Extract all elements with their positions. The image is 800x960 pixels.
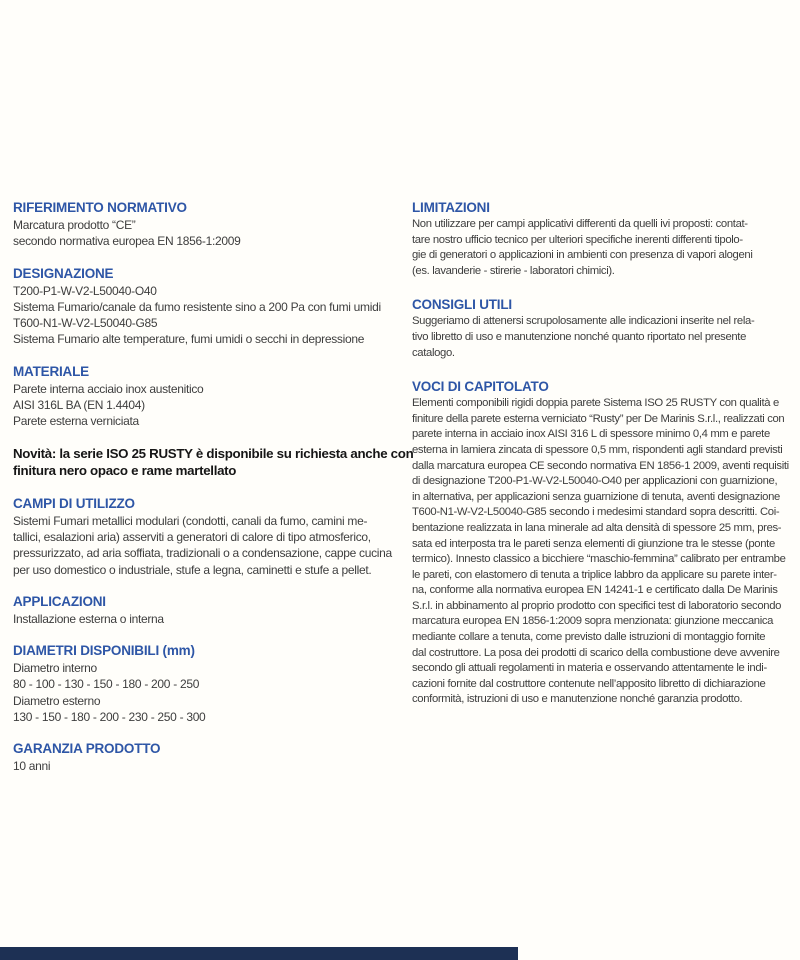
riferimento-normativo-body: Marcatura prodotto “CE” secondo normativa europea EN 1856-1:2009 (13, 218, 241, 249)
garanzia-prodotto-heading: GARANZIA PRODOTTO (13, 741, 161, 757)
section-applicazioni (13, 593, 401, 627)
applicazioni-body: Installazione esterna o interna (13, 611, 164, 626)
consigli-utili-body: Suggeriamo di attenersi scrupolosamente alle indicazioni inserite nel rela- tivo libretto di uso e manutenzione nonché quanto riportato nel presente catalogo. (412, 315, 755, 359)
limitazioni-heading: LIMITAZIONI (412, 200, 490, 215)
diametri-disponibili-body: Diametro interno 80 - 100 - 130 - 150 - 180 - 200 - 250 Diametro esterno 130 - 150 - 180 - 200 - 230 - 250 - 300 (13, 661, 206, 725)
limitazioni-body: Non utilizzare per campi applicativi differenti da quelli ivi proposti: contat- tare nostro ufficio tecnico per ulteriori specifiche inerenti differenti tipolo- gie di generatori o applicazioni in ambienti con presenza di vapori alogeni (es. lavanderie - stirerie - laboratori chimici). (412, 218, 753, 277)
materiale-body: Parete interna acciaio inox austenitico AISI 316L BA (EN 1.4404) Parete esterna verniciata (13, 381, 204, 429)
right-column (412, 199, 794, 725)
section-campi-di-utilizzo (13, 495, 401, 578)
section-limitazioni (412, 199, 794, 279)
section-consigli-utili (412, 296, 794, 361)
designazione-body: T200-P1-W-V2-L50040-O40 Sistema Fumario/canale da fumo resistente sino a 200 Pa con fumi umidi T600-N1-W-V2-L50040-G85 Sistema Fumario alte temperature, fumi umidi o secchi in depressione (13, 283, 381, 347)
diametri-disponibili-heading: DIAMETRI DISPONIBILI (mm) (13, 643, 195, 659)
section-garanzia-prodotto (13, 740, 401, 774)
voci-di-capitolato-body: Elementi componibili rigidi doppia parete Sistema ISO 25 RUSTY con qualità e finiture della parete esterna verniciato “Rusty” per De Marinis S.r.l., realizzati con parete interna in acciaio inox AISI 316 L di spessore minimo 0,4 mm e parete esterna in lamiera zincata di spessore 0,5 mm, rispondenti agli standard previsti dalla marcatura europea CE secondo normativa EN 1856-1 2009, aventi requisiti di designazione T200-P1-W-V2-L50040-O40 per applicazioni con guarnizione, in alternativa, per applicazioni senza guarnizione di tenuta, aventi designazione T600-N1-W-V2-L50040-G85 secondo i medesimi standard sopra descritti. Coi- bentazione realizzata in lana minerale ad alta densità di spessore 25 mm, pres- sata ed interposta tra le pareti senza elementi di giunzione tra le stesse (ponte termico). Innesto classico a bicchiere “maschio-femmina” calibrato per entrambe le pareti, con elastomero di tenuta a triplice labbro da applicare su parete inter- na, conforme alla normativa europea EN 14241-1 e certificato dalla De Marinis S.r.l. in abbinamento al proprio prodotto con specifici test di laboratorio secondo marcatura europea EN 1856-1:2009 sopra menzionata: giunzione meccanica mediante collare a tenuta, come previsto dalle istruzioni di montaggio fornite dal costruttore. La posa dei prodotti di scarico della combustione deve avvenire secondo gli attuali regolamenti in materia e osservando attentamente le indi- cazioni fornite dal costruttore contenute nell’apposito libretto di dichiarazione conformità, istruzioni di uso e manutenzione nonché garanzia prodotto. (412, 397, 789, 706)
applicazioni-heading: APPLICAZIONI (13, 593, 106, 609)
section-materiale (13, 363, 401, 430)
materiale-heading: MATERIALE (13, 363, 89, 379)
campi-di-utilizzo-heading: CAMPI DI UTILIZZO (13, 495, 135, 511)
voci-di-capitolato-heading: VOCI DI CAPITOLATO (412, 379, 549, 395)
section-riferimento-normativo (13, 199, 401, 250)
novita-notice: Novità: la serie ISO 25 RUSTY è disponibile su richiesta anche con finitura nero opaco e rame martellato (13, 445, 414, 479)
consigli-utili-heading: CONSIGLI UTILI (412, 297, 512, 313)
section-designazione (13, 265, 401, 348)
left-column (13, 199, 414, 790)
riferimento-normativo-heading: RIFERIMENTO NORMATIVO (13, 200, 187, 215)
footer-bar (0, 947, 518, 960)
section-diametri-disponibili (13, 642, 401, 725)
designazione-heading: DESIGNAZIONE (13, 265, 114, 281)
garanzia-prodotto-body: 10 anni (13, 759, 51, 774)
section-voci-di-capitolato (412, 378, 794, 708)
campi-di-utilizzo-body: Sistemi Fumari metallici modulari (condotti, canali da fumo, camini me- tallici, esalazioni aria) asserviti a generatori di calore di tipo atmosferico, pressurizzato, ad aria soffiata, tradizionali o a condensazione, cappe cucina per uso domestico o industriale, stufe a legna, caminetti e stufe a pellet. (13, 513, 392, 577)
